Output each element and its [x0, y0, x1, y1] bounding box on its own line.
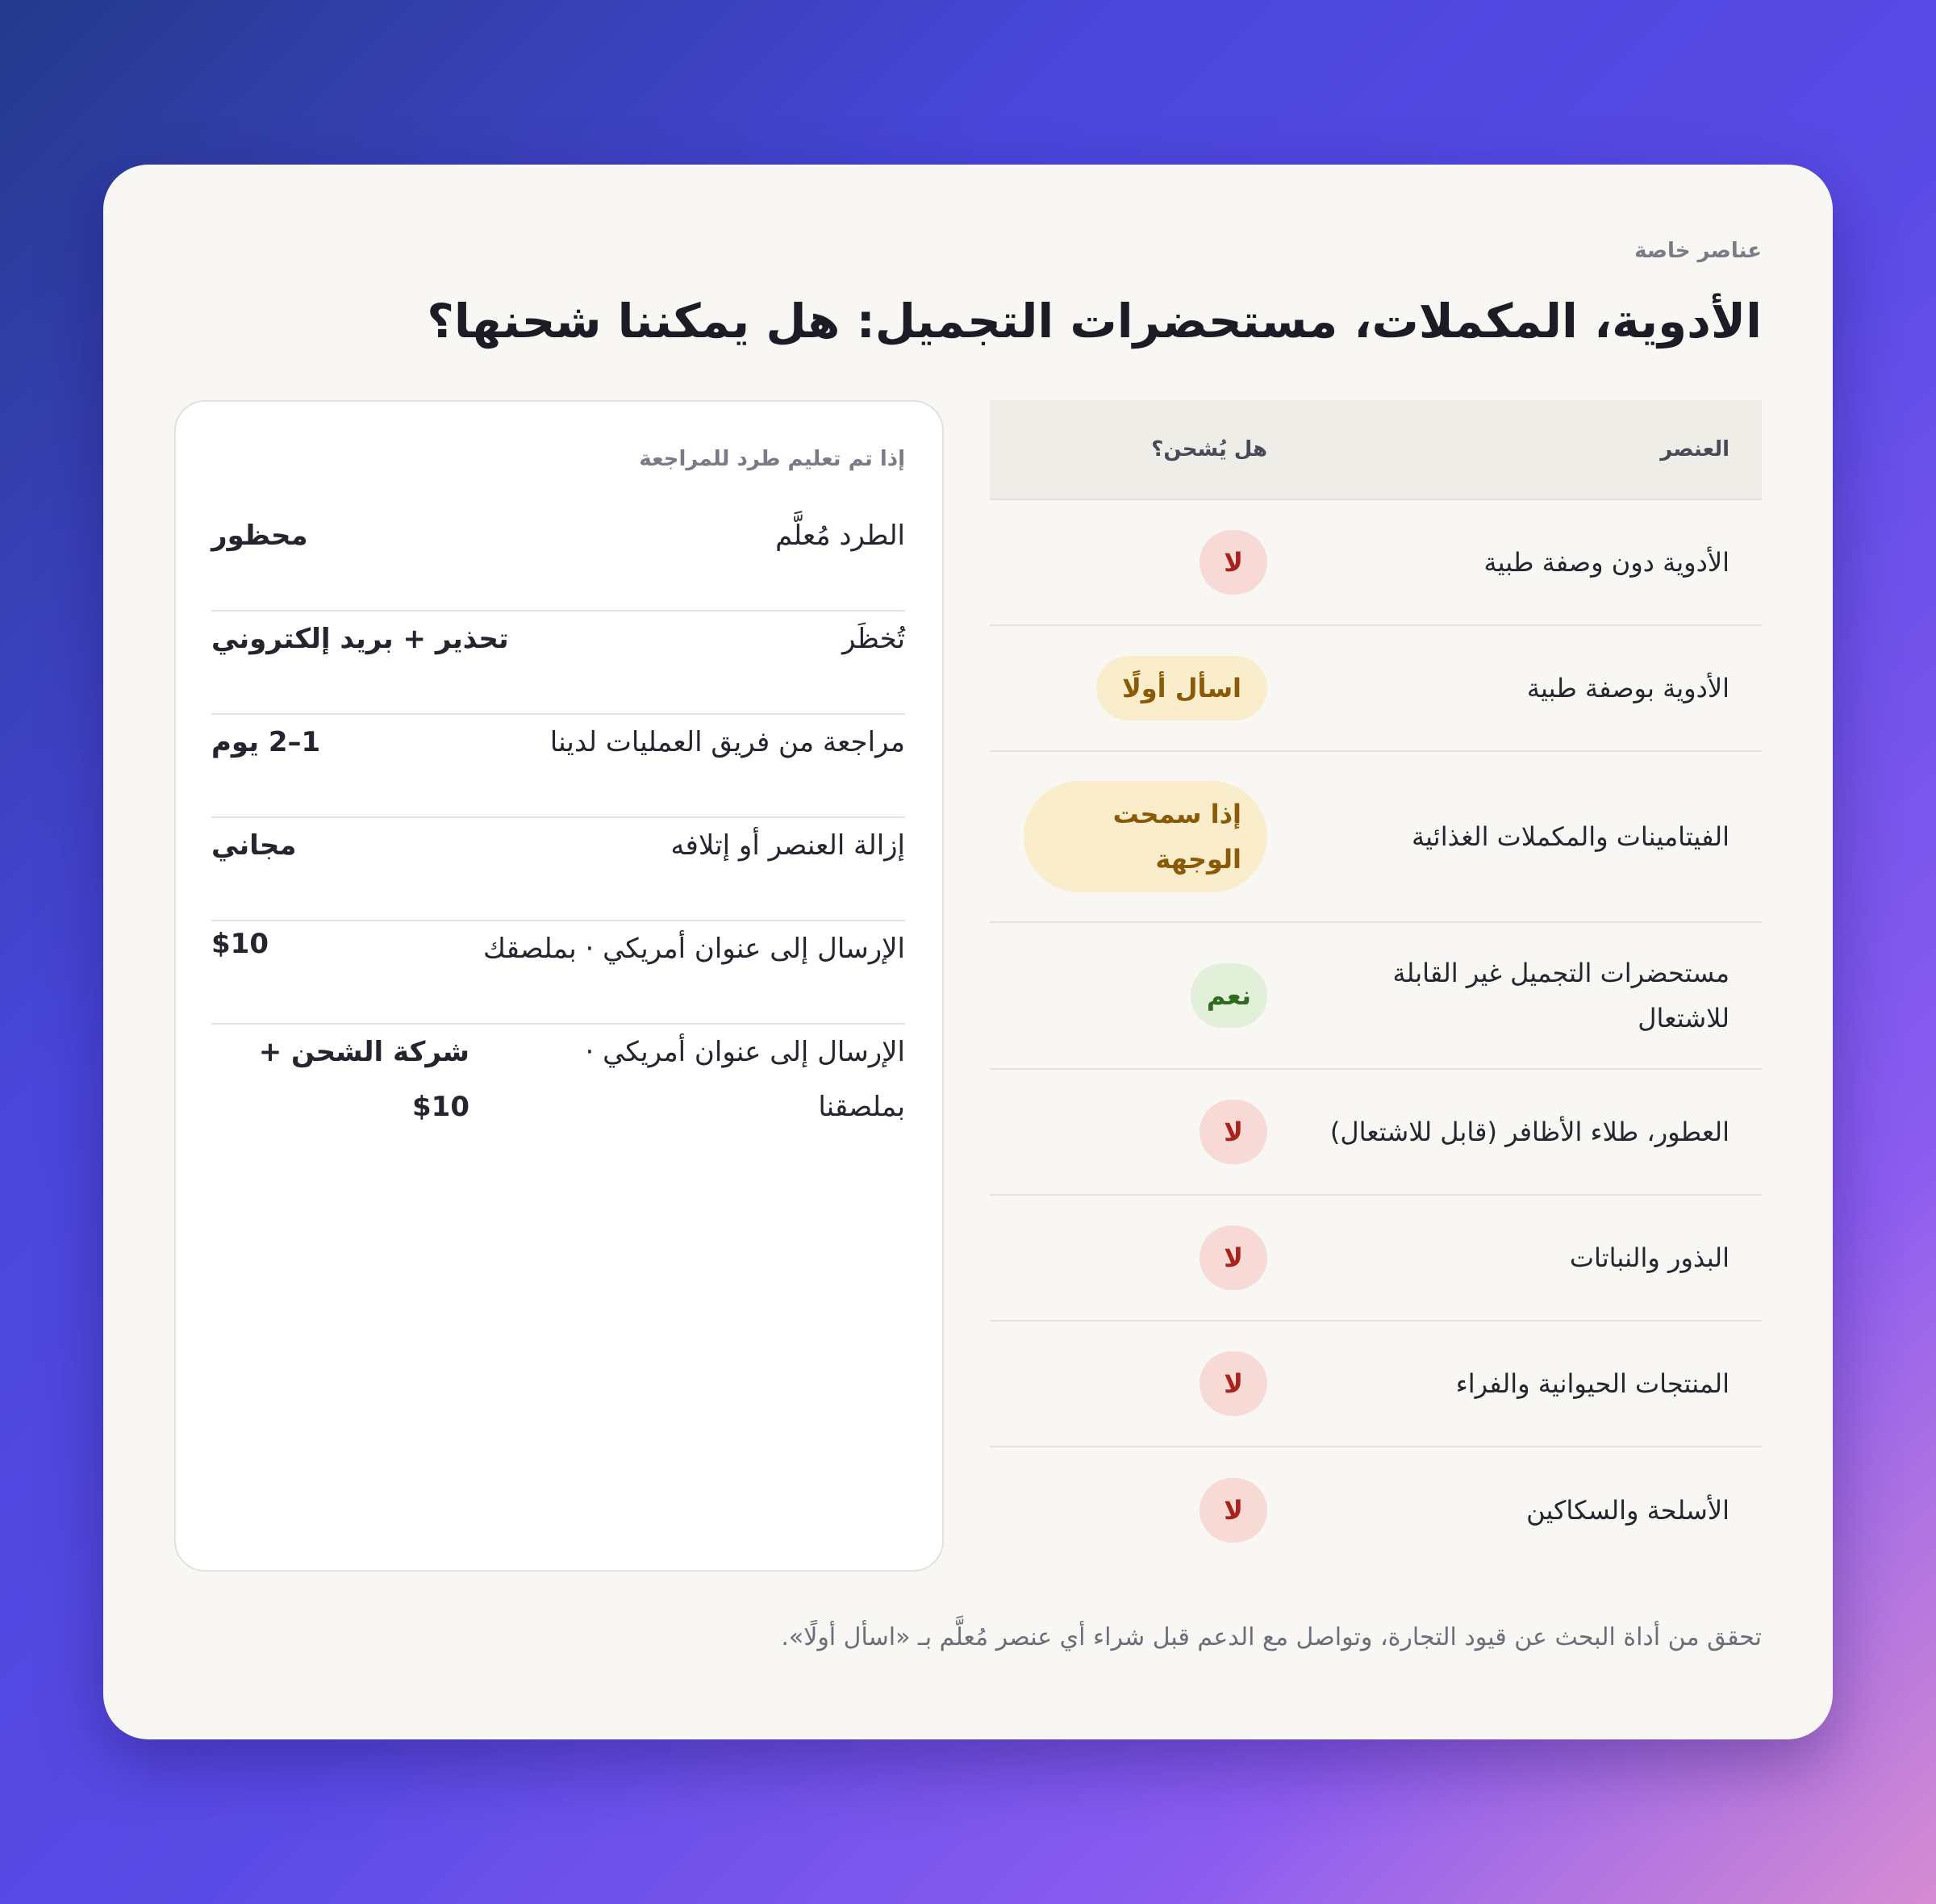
status-badge-destination: إذا سمحت الوجهة: [1024, 781, 1267, 892]
table-row: [990, 923, 1762, 1070]
panel-row: [211, 508, 905, 612]
item-name: البذور والنباتات: [1569, 1242, 1729, 1273]
panel-row-label: تُخظَر: [841, 623, 905, 655]
status-badge-no: لا: [1200, 1100, 1267, 1164]
flagged-parcel-panel: [174, 400, 944, 1572]
column-header-ships: هل يُشحن؟: [1151, 437, 1267, 461]
table-row: [990, 1322, 1762, 1447]
panel-row: [211, 1025, 905, 1186]
panel-row-label: مراجعة من فريق العمليات لدينا: [549, 726, 905, 758]
item-name: المنتجات الحيوانية والفراء: [1455, 1368, 1729, 1399]
item-name: الأدوية دون وصفة طبية: [1483, 547, 1729, 578]
panel-heading: إذا تم تعليم طرد للمراجعة: [639, 447, 905, 471]
status-badge-yes: نعم: [1191, 963, 1267, 1028]
eyebrow-label: عناصر خاصة: [1634, 239, 1762, 263]
item-name: الأسلحة والسكاكين: [1526, 1495, 1729, 1526]
panel-row-value: محظور: [211, 520, 308, 552]
panel-row: [211, 612, 905, 715]
status-badge-no: لا: [1200, 530, 1267, 595]
table-row: [990, 1196, 1762, 1322]
table-row: [990, 626, 1762, 752]
column-header-item: العنصر: [1660, 437, 1729, 461]
item-name: مستحضرات التجميل غير القابلة للاشتعال: [1392, 958, 1729, 1033]
panel-row-value: 1–2 يوم: [211, 726, 321, 758]
status-badge-ask: اسأل أولًا: [1096, 656, 1267, 720]
item-name: العطور، طلاء الأظافر (قابل للاشتعال): [1329, 1117, 1729, 1147]
table-row: [990, 752, 1762, 923]
panel-row-value: $10: [211, 928, 269, 960]
status-badge-no: لا: [1200, 1351, 1267, 1416]
panel-row: [211, 715, 905, 818]
table-row: [990, 1070, 1762, 1196]
restrictions-table: [990, 400, 1762, 1573]
panel-row-value: شركة الشحن + 10$: [258, 1036, 469, 1123]
panel-row: [211, 921, 905, 1025]
status-badge-no: لا: [1200, 1478, 1267, 1543]
status-badge-no: لا: [1200, 1225, 1267, 1290]
footnote: تحقق من أداة البحث عن قيود التجارة، وتواصل مع الدعم قبل شراء أي عنصر مُعلَّم بـ «اسأل أولًا».: [781, 1623, 1762, 1651]
panel-row-label: إزالة العنصر أو إتلافه: [670, 829, 905, 862]
panel-row: [211, 818, 905, 921]
table-row: [990, 500, 1762, 626]
restrictions-card: [103, 165, 1833, 1739]
panel-row-value: مجاني: [211, 829, 297, 862]
panel-row-label: الطرد مُعلَّم: [775, 520, 905, 552]
page-title: الأدوية، المكملات، مستحضرات التجميل: هل يمكننا شحنها؟: [427, 294, 1762, 349]
table-row: [990, 1447, 1762, 1573]
item-name: الفيتامينات والمكملات الغذائية: [1411, 821, 1729, 852]
item-name: الأدوية بوصفة طبية: [1526, 673, 1729, 704]
panel-row-label: الإرسال إلى عنوان أمريكي · بملصقك: [482, 933, 905, 965]
panel-row-value: تحذير + بريد إلكتروني: [211, 623, 509, 655]
panel-row-label: الإرسال إلى عنوان أمريكي · بملصقنا: [585, 1036, 905, 1123]
table-header: [990, 400, 1762, 500]
